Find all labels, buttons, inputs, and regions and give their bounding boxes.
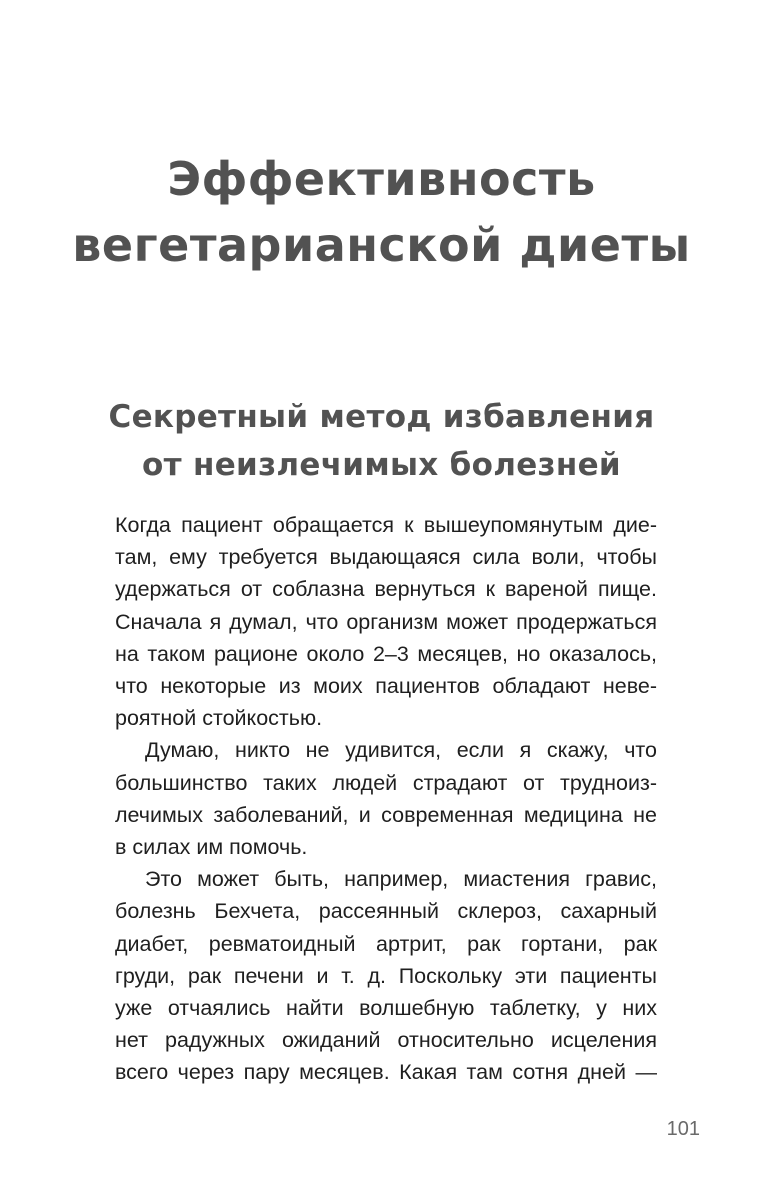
paragraph-1 xyxy=(115,509,657,734)
text-line: болезнь Бехчета, рассеянный склероз, сахарный xyxy=(115,899,657,924)
chapter-title xyxy=(0,146,763,278)
text-line: роятной стойкостью. xyxy=(115,706,323,731)
text-line: Когда пациент обращается к вышеупомянутым дие- xyxy=(115,513,657,537)
text-line: Думаю, никто не удивится, если я скажу, что xyxy=(145,738,657,763)
paragraph-2 xyxy=(115,734,657,863)
text-line: на таком рационе около 2–3 месяцев, но оказалось, xyxy=(115,641,657,666)
text-line: в силах им помочь. xyxy=(115,835,308,860)
text-line: нет радужных ожиданий относительно исцеления xyxy=(115,1028,657,1053)
page-number: 101 xyxy=(666,1118,700,1140)
text-line: там, ему требуется выдающаяся сила воли, чтобы xyxy=(115,545,657,570)
text-line: груди, рак печени и т. д. Поскольку эти пациенты xyxy=(115,963,657,988)
paragraph-3 xyxy=(115,863,657,1088)
text-line: большинство таких людей страдают от трудноиз- xyxy=(115,770,657,795)
chapter-title-line-2: вегетарианской диеты xyxy=(72,218,691,272)
text-line: уже отчаялись найти волшебную таблетку, у них xyxy=(115,996,657,1021)
body-text xyxy=(115,509,657,1089)
chapter-title-line-1: Эффективность xyxy=(167,152,596,206)
text-line: диабет, ревматоидный артрит, рак гортани, рак xyxy=(115,931,657,956)
section-title-line-1: Секретный метод избавления xyxy=(108,399,655,435)
text-line: Сначала я думал, что организм может продержаться xyxy=(115,609,657,634)
text-line: что некоторые из моих пациентов обладают неве- xyxy=(115,674,657,699)
section-title xyxy=(0,393,763,489)
text-line: удержаться от соблазна вернуться к вареной пище. xyxy=(115,577,657,602)
text-line: лечимых заболеваний, и современная медицина не xyxy=(115,802,657,827)
text-line: Это может быть, например, миастения гравис, xyxy=(145,867,657,892)
section-title-line-2: от неизлечимых болезней xyxy=(142,447,621,483)
text-line: всего через пару месяцев. Какая там сотня дней — xyxy=(115,1060,657,1085)
